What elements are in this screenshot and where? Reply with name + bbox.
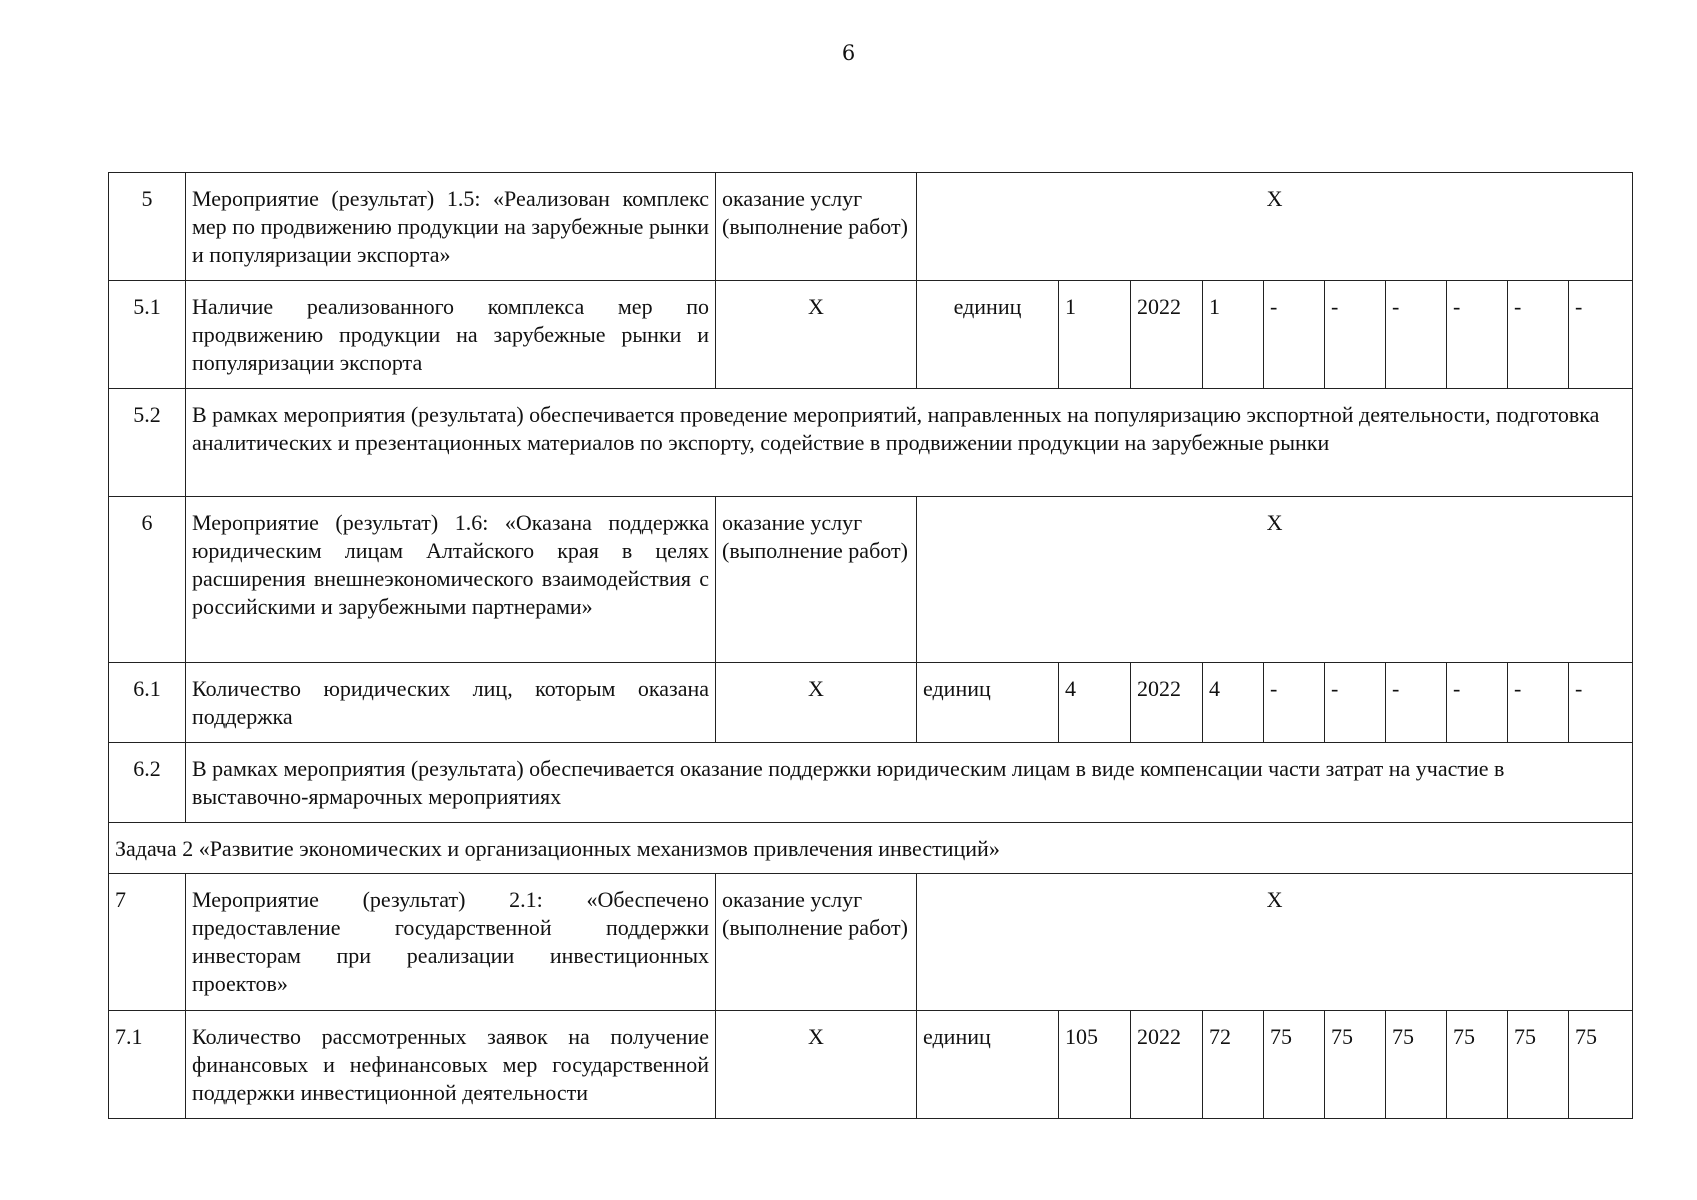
activity-type: X [716, 281, 917, 389]
row-number: 5.2 [109, 389, 186, 497]
activity-type: оказание услуг (выполнение работ) [716, 173, 917, 281]
table-row [109, 389, 1633, 497]
row-number: 7 [109, 874, 186, 1011]
activity-name: Мероприятие (результат) 2.1: «Обеспечено предоставление государственной поддержки инвесторам при реализации инвестиционных проектов» [186, 874, 716, 1011]
year-value: - [1447, 281, 1508, 389]
unit: единиц [917, 663, 1059, 743]
activity-type: оказание услуг (выполнение работ) [716, 497, 917, 663]
table-row [109, 497, 1633, 663]
activity-type: оказание услуг (выполнение работ) [716, 874, 917, 1011]
task-heading: Задача 2 «Развитие экономических и организационных механизмов привлечения инвестиций» [109, 823, 1633, 874]
table-row [109, 874, 1633, 1011]
table-row [109, 1011, 1633, 1119]
activity-description: В рамках мероприятия (результата) обеспечивается проведение мероприятий, направленных на популяризацию экспортной деятельности, подготовка аналитических и презентационных материалов по экспорту, содействие в продвижении продукции на зарубежные рынки [186, 389, 1633, 497]
unit: единиц [917, 281, 1059, 389]
table-row [109, 743, 1633, 823]
year-value: 75 [1386, 1011, 1447, 1119]
row-number: 7.1 [109, 1011, 186, 1119]
not-applicable-mark: X [917, 173, 1633, 281]
indicator-name: Количество рассмотренных заявок на получение финансовых и нефинансовых мер государственной поддержки инвестиционной деятельности [186, 1011, 716, 1119]
year-value: - [1325, 663, 1386, 743]
year-value: 1 [1203, 281, 1264, 389]
year-value: - [1569, 281, 1633, 389]
unit: единиц [917, 1011, 1059, 1119]
row-number: 6.2 [109, 743, 186, 823]
base-value: 1 [1059, 281, 1131, 389]
year-value: - [1508, 663, 1569, 743]
row-number: 5.1 [109, 281, 186, 389]
table-row [109, 173, 1633, 281]
year-value: - [1569, 663, 1633, 743]
not-applicable-mark: X [917, 497, 1633, 663]
year-value: 72 [1203, 1011, 1264, 1119]
base-year: 2022 [1131, 281, 1203, 389]
year-value: 4 [1203, 663, 1264, 743]
page-number: 6 [841, 41, 856, 65]
table-row [109, 281, 1633, 389]
row-number: 6 [109, 497, 186, 663]
indicator-name: Количество юридических лиц, которым оказана поддержка [186, 663, 716, 743]
year-value: - [1386, 281, 1447, 389]
not-applicable-mark: X [917, 874, 1633, 1011]
activity-description: В рамках мероприятия (результата) обеспечивается оказание поддержки юридическим лицам в виде компенсации части затрат на участие в выставочно-ярмарочных мероприятиях [186, 743, 1633, 823]
row-number: 5 [109, 173, 186, 281]
year-value: 75 [1264, 1011, 1325, 1119]
year-value: - [1264, 663, 1325, 743]
results-table [108, 172, 1633, 1119]
base-value: 105 [1059, 1011, 1131, 1119]
base-year: 2022 [1131, 1011, 1203, 1119]
base-year: 2022 [1131, 663, 1203, 743]
year-value: - [1386, 663, 1447, 743]
row-number: 6.1 [109, 663, 186, 743]
base-value: 4 [1059, 663, 1131, 743]
year-value: 75 [1508, 1011, 1569, 1119]
year-value: - [1508, 281, 1569, 389]
activity-name: Мероприятие (результат) 1.6: «Оказана поддержка юридическим лицам Алтайского края в целях расширения внешнеэкономического взаимодействия с российскими и зарубежными партнерами» [186, 497, 716, 663]
year-value: - [1325, 281, 1386, 389]
indicator-name: Наличие реализованного комплекса мер по продвижению продукции на зарубежные рынки и популяризации экспорта [186, 281, 716, 389]
year-value: 75 [1325, 1011, 1386, 1119]
table-row [109, 823, 1633, 874]
year-value: - [1447, 663, 1508, 743]
year-value: 75 [1447, 1011, 1508, 1119]
activity-type: X [716, 1011, 917, 1119]
activity-type: X [716, 663, 917, 743]
table-row [109, 663, 1633, 743]
year-value: 75 [1569, 1011, 1633, 1119]
year-value: - [1264, 281, 1325, 389]
activity-name: Мероприятие (результат) 1.5: «Реализован комплекс мер по продвижению продукции на зарубежные рынки и популяризации экспорта» [186, 173, 716, 281]
